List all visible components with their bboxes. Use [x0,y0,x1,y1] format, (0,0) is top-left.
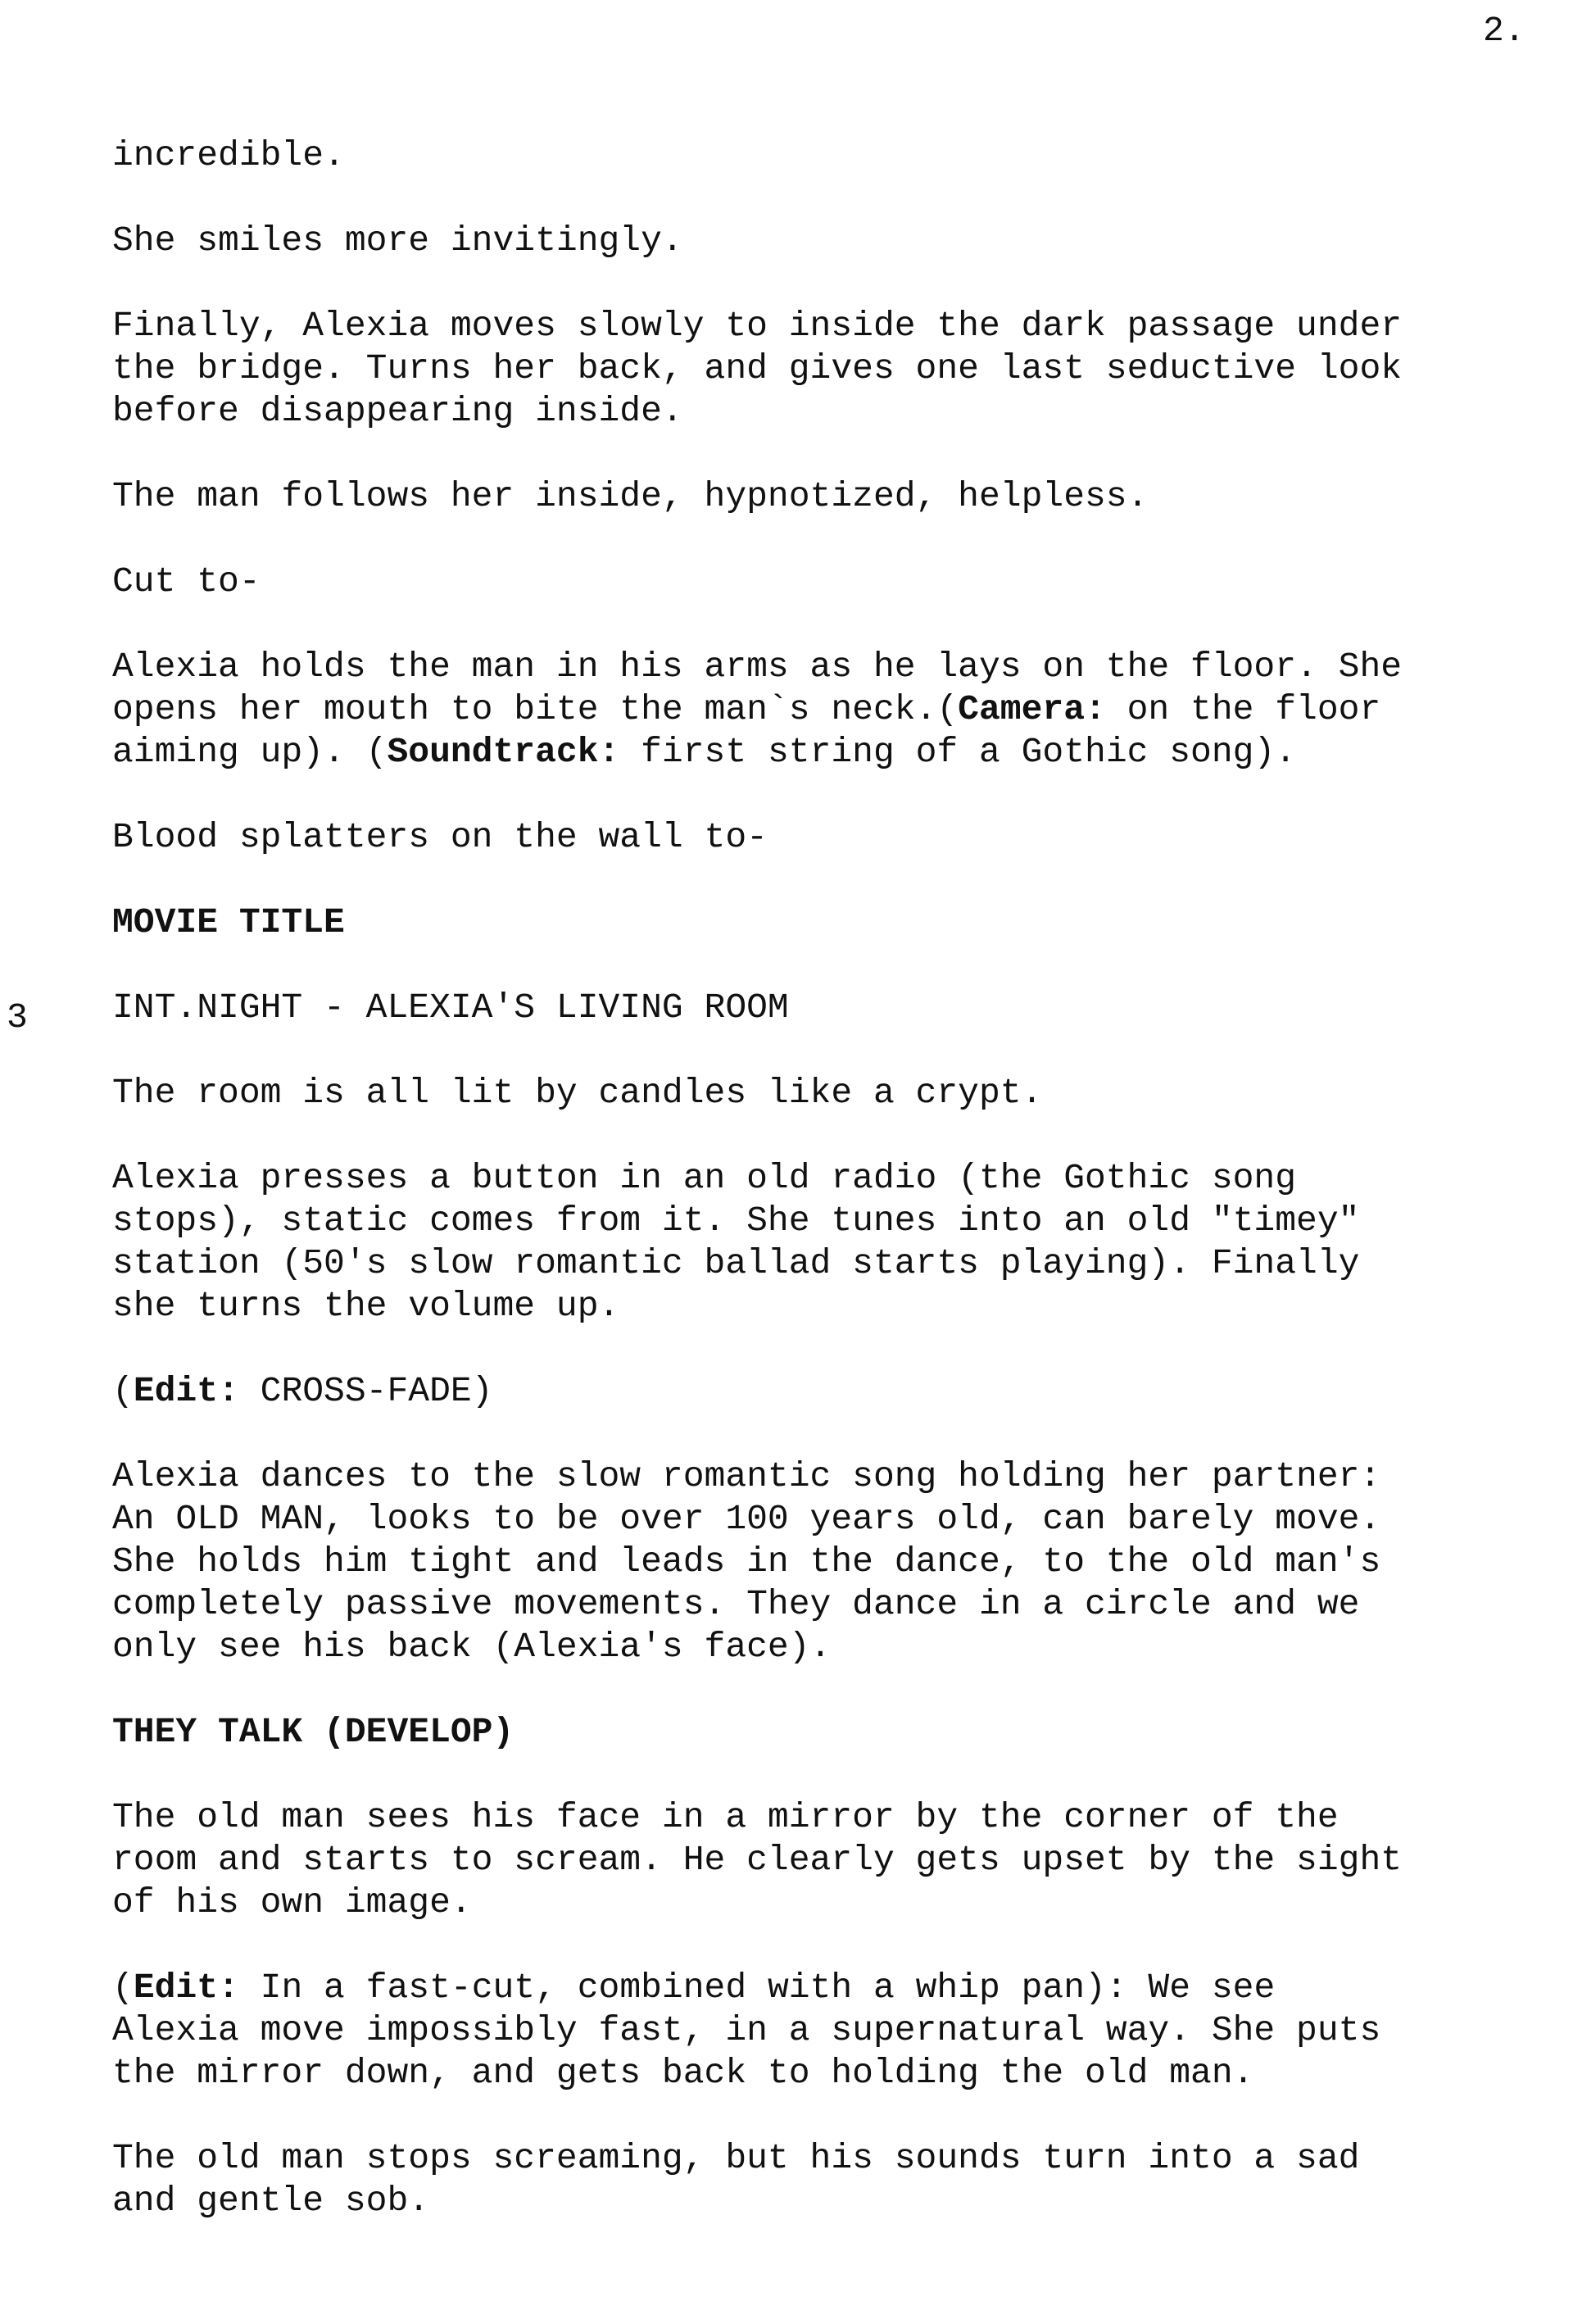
action-line: Alexia holds the man in his arms as he lays on the floor. She [112,647,1403,687]
action-line: before disappearing inside. [112,391,683,431]
action-line: She holds him tight and leads in the dance, to the old man's [112,1541,1381,1582]
title-card-text: MOVIE TITLE [112,902,345,942]
action-line: An OLD MAN, looks to be over 100 years old, can barely move. [112,1499,1381,1539]
direction-label-edit: Edit: [133,1968,239,2008]
action-paragraph [112,1796,1554,1924]
action-line: Alexia dances to the slow romantic song holding her partner: [112,1456,1381,1496]
screenplay-body [112,134,1554,2265]
scene-heading [112,987,1554,1029]
action-line: she turns the volume up. [112,1286,620,1326]
action-line: completely passive movements. They dance in a circle and we [112,1584,1360,1624]
action-line: In a fast-cut, combined with a whip pan): We see [238,1968,1276,2008]
action-line: The man follows her inside, hypnotized, helpless. [112,476,1149,516]
action-line: Finally, Alexia moves slowly to inside the dark passage under [112,306,1403,346]
page-number: 2. [1483,11,1525,51]
transition [112,561,1554,603]
action-paragraph [112,220,1554,262]
action-line: CROSS-FADE) [238,1371,493,1411]
edit-direction [112,1967,1554,2095]
action-line: opens her mouth to bite the man`s neck.( [112,689,959,729]
action-line: Alexia presses a button in an old radio (the Gothic song [112,1158,1297,1198]
action-line: aiming up). ( [112,732,388,772]
title-card [112,901,1554,944]
transition-text: Cut to- [112,561,261,601]
action-paragraph [112,2137,1554,2222]
action-line: the bridge. Turns her back, and gives one last seductive look [112,348,1403,388]
action-paragraph [112,816,1554,859]
edit-direction [112,1370,1554,1413]
direction-label-edit: Edit: [133,1371,239,1411]
action-line: The old man stops screaming, but his sounds turn into a sad [112,2138,1360,2178]
direction-label-soundtrack: Soundtrack: [387,732,620,772]
action-paragraph [112,646,1554,774]
action-line: ( [112,1371,134,1411]
action-paragraph [112,1072,1554,1114]
action-line: first string of a Gothic song). [619,732,1297,772]
action-line: ( [112,1968,134,2008]
action-line: She smiles more invitingly. [112,220,683,261]
action-paragraph [112,134,1554,177]
scene-number: 3 [7,997,28,1037]
action-paragraph [112,475,1554,518]
direction-label-camera: Camera: [958,689,1106,729]
action-line: The room is all lit by candles like a crypt. [112,1073,1043,1113]
action-paragraph [112,1455,1554,1668]
section-note [112,1711,1554,1754]
action-line: and gentle sob. [112,2181,430,2221]
action-paragraph [112,305,1554,433]
action-line: on the floor [1105,689,1381,729]
action-paragraph [112,1157,1554,1328]
action-line: Alexia move impossibly fast, in a supernatural way. She puts [112,2010,1381,2050]
action-line: station (50's slow romantic ballad starts playing). Finally [112,1243,1360,1283]
action-line: The old man sees his face in a mirror by the corner of the [112,1797,1339,1837]
scene-heading-text: INT.NIGHT - ALEXIA'S LIVING ROOM [112,987,789,1028]
action-line: the mirror down, and gets back to holding the old man. [112,2053,1254,2093]
action-line: stops), static comes from it. She tunes into an old "timey" [112,1201,1360,1241]
action-line: Blood splatters on the wall to- [112,817,768,857]
action-line: only see his back (Alexia's face). [112,1627,832,1667]
action-line: room and starts to scream. He clearly gets upset by the sight [112,1840,1403,1880]
action-line: of his own image. [112,1882,472,1922]
action-line: incredible. [112,135,345,175]
section-note-text: THEY TALK (DEVELOP) [112,1712,515,1752]
